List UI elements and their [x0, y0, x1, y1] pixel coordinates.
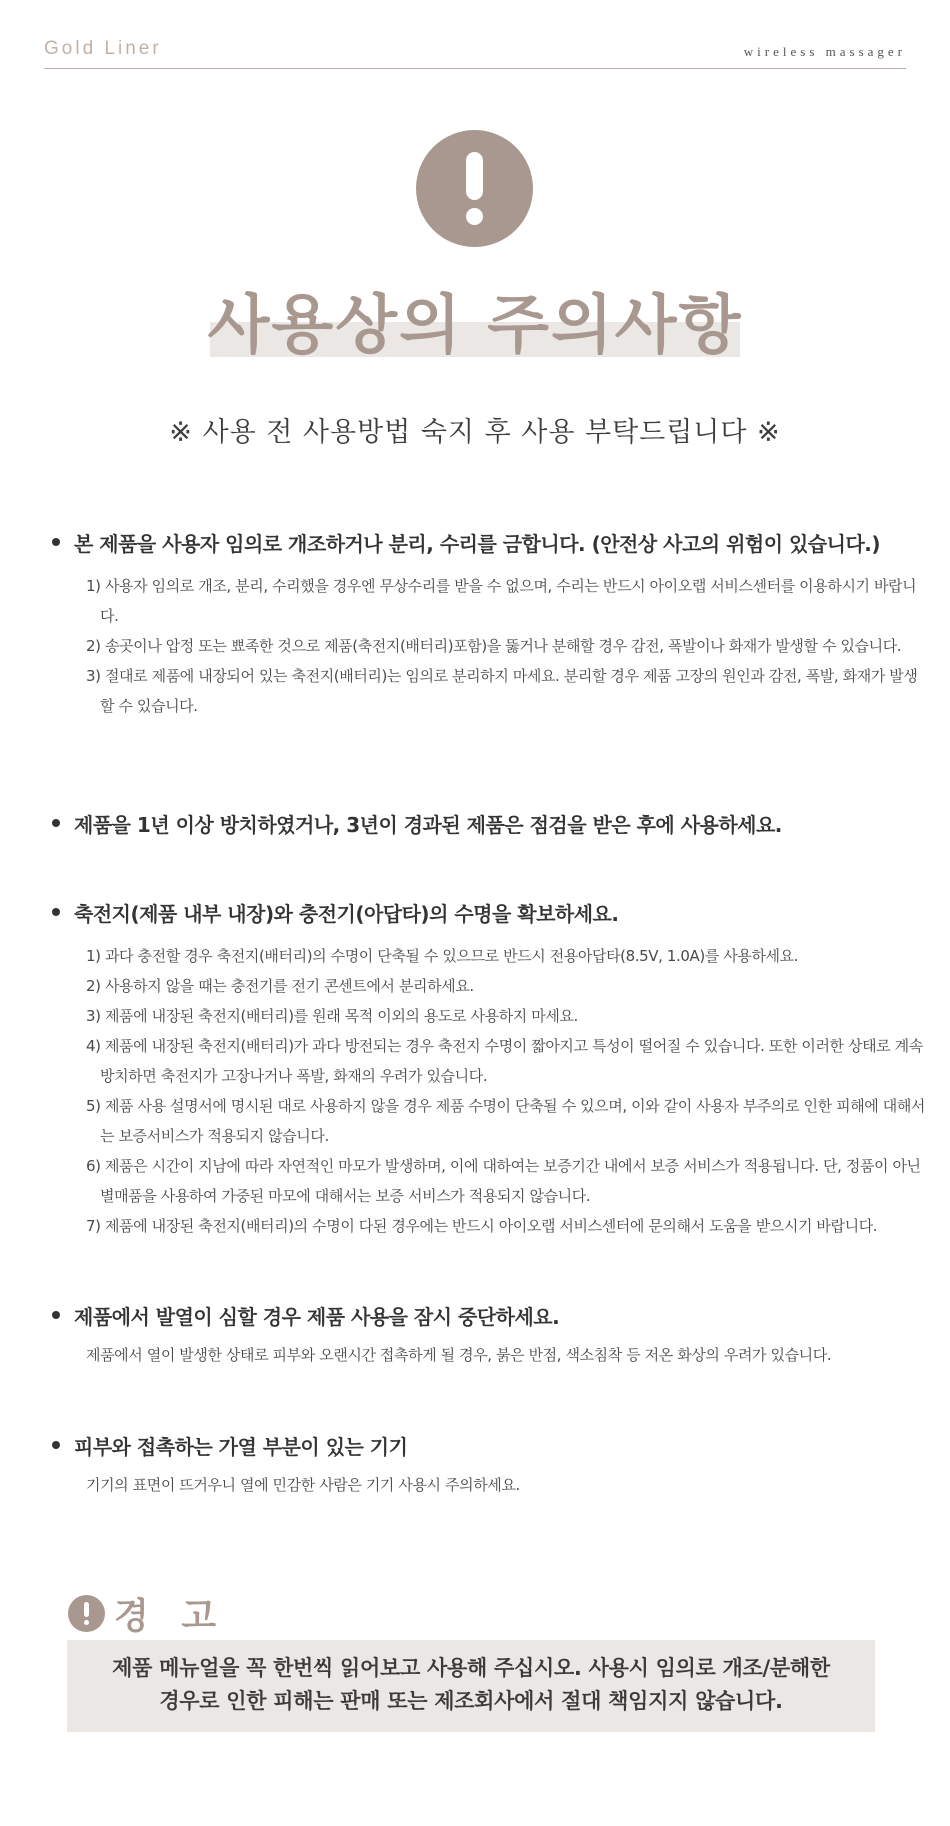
section-inspection — [50, 809, 930, 838]
section-battery-life — [50, 898, 930, 1241]
list-item: 3) 제품에 내장된 축전지(배터리)를 원래 목적 이외의 용도로 사용하지 마세요. — [86, 1007, 578, 1025]
caution-title: 경 고 — [114, 1596, 227, 1637]
list-item: 3) 절대로 제품에 내장되어 있는 축전지(배터리)는 임의로 분리하지 마세요. 분리할 경우 제품 고장의 원인과 감전, 폭발, 화재가 발생할 수 있습니다. — [86, 667, 918, 715]
list-item: 1) 과다 충전할 경우 축전지(배터리)의 수명이 단축될 수 있으므로 반드시 전용아답타(8.5V, 1.0A)를 사용하세요. — [86, 947, 799, 965]
section-description: 제품에서 열이 발생한 상태로 피부와 오랜시간 접촉하게 될 경우, 붉은 반점, 색소침착 등 저온 화상의 우려가 있습니다. — [86, 1346, 832, 1364]
list-item: 7) 제품에 내장된 축전지(배터리)의 수명이 다된 경우에는 반드시 아이오랩 서비스센터에 문의해서 도움을 받으시기 바랍니다. — [86, 1217, 878, 1235]
list-item: 2) 송곳이나 압정 또는 뾰족한 것으로 제품(축전지(배터리)포함)을 뚫거나 분해할 경우 감전, 폭발이나 화재가 발생할 수 있습니다. — [86, 637, 902, 655]
list-item: 6) 제품은 시간이 지남에 따라 자연적인 마모가 발생하며, 이에 대하여는 보증기간 내에서 보증 서비스가 적용됩니다. 단, 정품이 아닌 별매품을 사용하여 가중된 마모에 대해서는 보증 서비스가 적용되지 않습니다. — [86, 1157, 921, 1205]
page-header — [44, 38, 906, 69]
caution-box — [67, 1640, 875, 1732]
caution-exclamation-icon — [68, 1595, 105, 1632]
section-item-list — [50, 941, 930, 1241]
section-item-list — [50, 571, 930, 721]
section-no-modification — [50, 528, 930, 721]
page-title: 사용상의 주의사항 — [207, 289, 743, 363]
section-heading: 본 제품을 사용자 임의로 개조하거나 분리, 수리를 금합니다. (안전상 사고의 위험이 있습니다.) — [50, 528, 930, 557]
list-item: 2) 사용하지 않을 때는 충전기를 전기 콘센트에서 분리하세요. — [86, 977, 474, 995]
section-heated-surface — [50, 1431, 930, 1495]
brand-logo-text: Gold Liner — [44, 38, 162, 59]
section-description: 기기의 표면이 뜨거우니 열에 민감한 사람은 기기 사용시 주의하세요. — [86, 1476, 520, 1494]
exclamation-icon — [416, 130, 533, 247]
section-heading: 피부와 접촉하는 가열 부분이 있는 기기 — [50, 1431, 930, 1460]
caution-text-line: 경우로 인한 피해는 판매 또는 제조회사에서 절대 책임지지 않습니다. — [159, 1689, 783, 1713]
section-heading: 축전지(제품 내부 내장)와 충전기(아답타)의 수명을 확보하세요. — [50, 898, 930, 927]
product-tagline: wireless massager — [743, 44, 906, 59]
page-subtitle: ※ 사용 전 사용방법 숙지 후 사용 부탁드립니다 ※ — [169, 417, 781, 448]
list-item: 1) 사용자 임의로 개조, 분리, 수리했을 경우엔 무상수리를 받을 수 없으며, 수리는 반드시 아이오랩 서비스센터를 이용하시기 바랍니다. — [86, 577, 917, 625]
caution-text-line: 제품 메뉴얼을 꼭 한번씩 읽어보고 사용해 주십시오. 사용시 임의로 개조/분해한 — [112, 1656, 830, 1680]
section-heading: 제품을 1년 이상 방치하였거나, 3년이 경과된 제품은 점검을 받은 후에 사용하세요. — [50, 809, 930, 838]
list-item: 5) 제품 사용 설명서에 명시된 대로 사용하지 않을 경우 제품 수명이 단축될 수 있으며, 이와 같이 사용자 부주의로 인한 피해에 대해서는 보증서비스가 적용되지 않습니다. — [86, 1097, 926, 1145]
section-heading: 제품에서 발열이 심할 경우 제품 사용을 잠시 중단하세요. — [50, 1301, 930, 1330]
list-item: 4) 제품에 내장된 축전지(배터리)가 과다 방전되는 경우 축전지 수명이 짧아지고 특성이 떨어질 수 있습니다. 또한 이러한 상태로 계속 방치하면 축전지가 고장나거나 폭발, 화재의 우려가 있습니다. — [86, 1037, 923, 1085]
section-overheating — [50, 1301, 930, 1365]
